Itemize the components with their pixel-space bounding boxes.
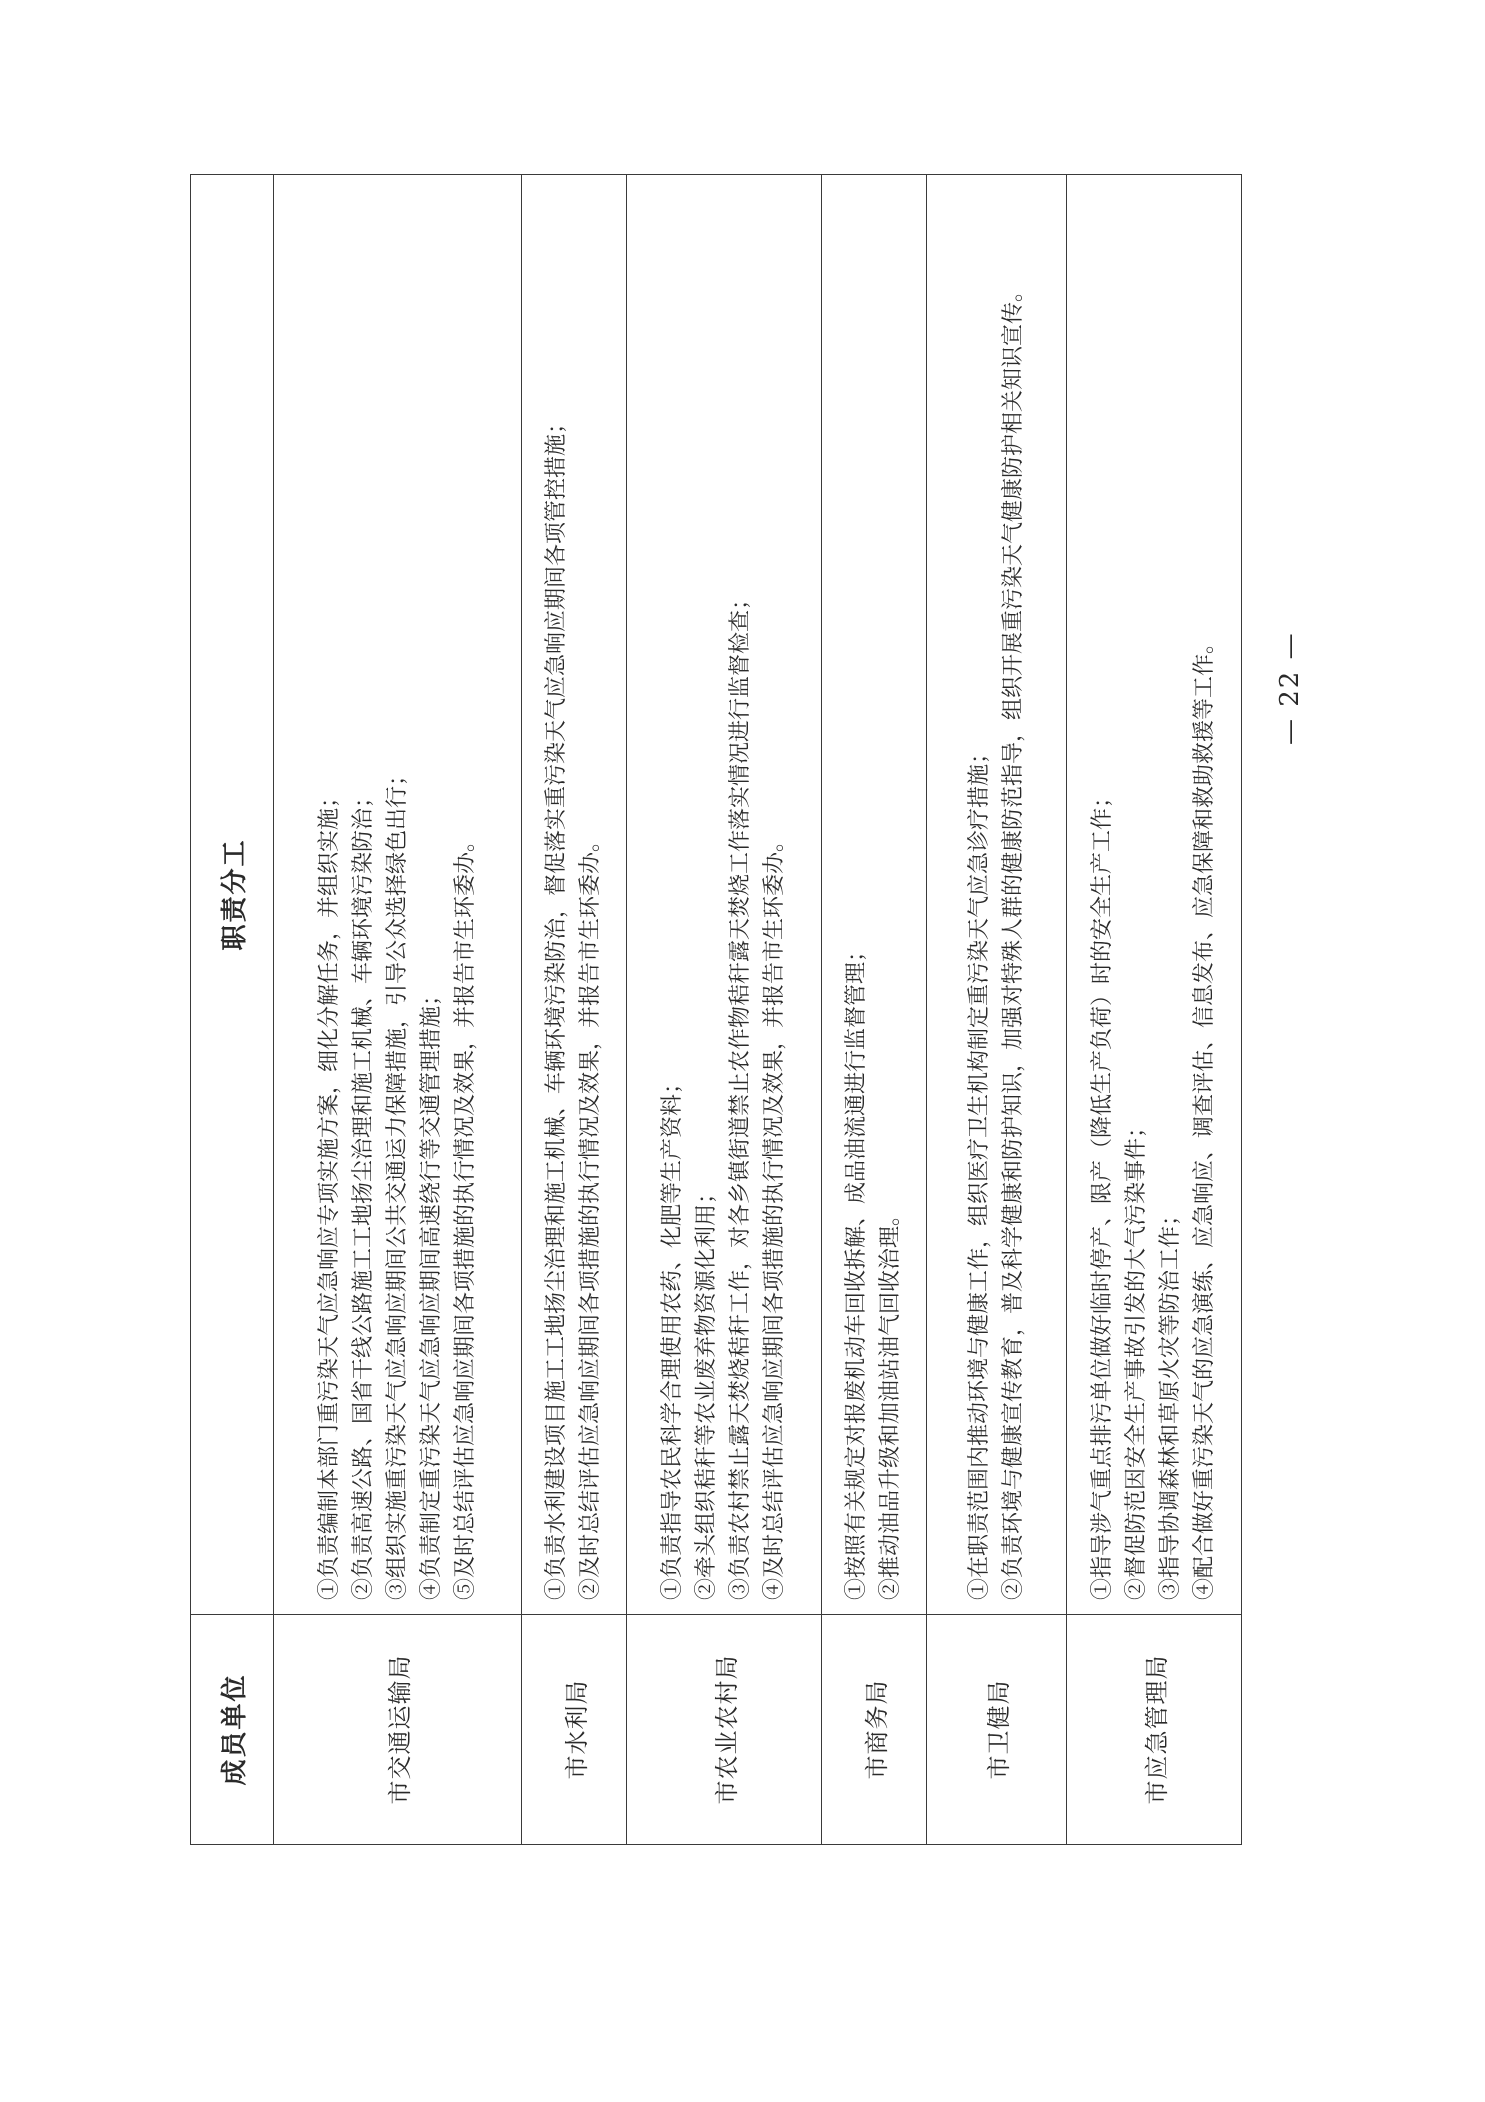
- page-number: — 22 —: [1275, 631, 1305, 745]
- unit-cell: 市农业农村局: [627, 1615, 822, 1845]
- unit-cell: 市卫健局: [927, 1615, 1067, 1845]
- duty-line: ①按照有关规定对报废机动车回收拆解、成品油流通进行监督管理；: [844, 939, 869, 1600]
- duty-line: ②推动油品升级和加油站油气回收治理。: [878, 1203, 903, 1600]
- duty-line: ④负责制定重污染天气应急响应期间高速绕行等交通管理措施；: [418, 983, 444, 1600]
- duty-line: ④及时总结评估应急响应期间各项措施的执行情况及效果，并报告市生环委办。: [762, 829, 787, 1600]
- duty-cell: [927, 175, 1067, 1615]
- duty-cell: [522, 175, 627, 1615]
- duty-line: ①指导涉气重点排污单位做好临时停产、限产（降低生产负荷）时的安全生产工作；: [1090, 785, 1115, 1600]
- duty-line: ②负责高速公路、国省干线公路施工工地扬尘治理和施工机械、车辆环境污染防治；: [350, 785, 376, 1600]
- duty-line: ③指导协调森林和草原火灾等防治工作；: [1158, 1203, 1183, 1600]
- unit-cell: 市交通运输局: [274, 1615, 522, 1845]
- table-row: [822, 175, 927, 1845]
- unit-cell: 市商务局: [822, 1615, 927, 1845]
- duty-cell: [274, 175, 522, 1615]
- duty-line: ③组织实施重污染天气应急响应期间公共交通运力保障措施，引导公众选择绿色出行；: [384, 763, 410, 1600]
- table-row: [274, 175, 522, 1845]
- table-row: [1067, 175, 1242, 1845]
- duty-line: ②负责环境与健康宣传教育，普及科学健康和防护知识，加强对特殊人群的健康防范指导，组织开展重污染天气健康防护相关知识宣传。: [1000, 279, 1026, 1600]
- duty-cell: [822, 175, 927, 1615]
- table-row: [522, 175, 627, 1845]
- header-duty: 职责分工: [191, 175, 274, 1615]
- duty-table: [190, 174, 1242, 1845]
- table-row: [927, 175, 1067, 1845]
- duty-cell: [1067, 175, 1242, 1615]
- unit-cell: 市应急管理局: [1067, 1615, 1242, 1845]
- duty-line: ②及时总结评估应急响应期间各项措施的执行情况及效果，并报告市生环委办。: [578, 829, 603, 1600]
- duty-line: ①在职责范围内推动环境与健康工作，组织医疗卫生机构制定重污染天气应急诊疗措施；: [966, 741, 992, 1600]
- duty-line: ③负责农村禁止露天焚烧秸秆工作，对各乡镇街道禁止农作物秸秆露天焚烧工作落实情况进行监督检查；: [728, 587, 753, 1600]
- table-row: [627, 175, 822, 1845]
- table-header-row: [191, 175, 274, 1845]
- duty-line: ①负责水利建设项目施工工地扬尘治理和施工机械、车辆环境污染防治，督促落实重污染天气应急响应期间各项管控措施；: [544, 411, 569, 1600]
- rotated-page: [190, 175, 1305, 1845]
- unit-cell: 市水利局: [522, 1615, 627, 1845]
- duty-line: ⑤及时总结评估应急响应期间各项措施的执行情况及效果，并报告市生环委办。: [452, 829, 478, 1600]
- duty-line: ④配合做好重污染天气的应急演练、应急响应、调查评估、信息发布、应急保障和救助救援等工作。: [1192, 631, 1217, 1600]
- duty-line: ①负责编制本部门重污染天气应急响应专项实施方案，细化分解任务，并组织实施；: [316, 785, 342, 1600]
- header-unit: 成员单位: [191, 1615, 274, 1845]
- duty-line: ①负责指导农民科学合理使用农药、化肥等生产资料；: [660, 1071, 685, 1600]
- duty-line: ②督促防范因安全生产事故引发的大气污染事件；: [1124, 1115, 1149, 1600]
- duty-cell: [627, 175, 822, 1615]
- duty-line: ②牵头组织秸秆等农业废弃物资源化利用；: [694, 1181, 719, 1600]
